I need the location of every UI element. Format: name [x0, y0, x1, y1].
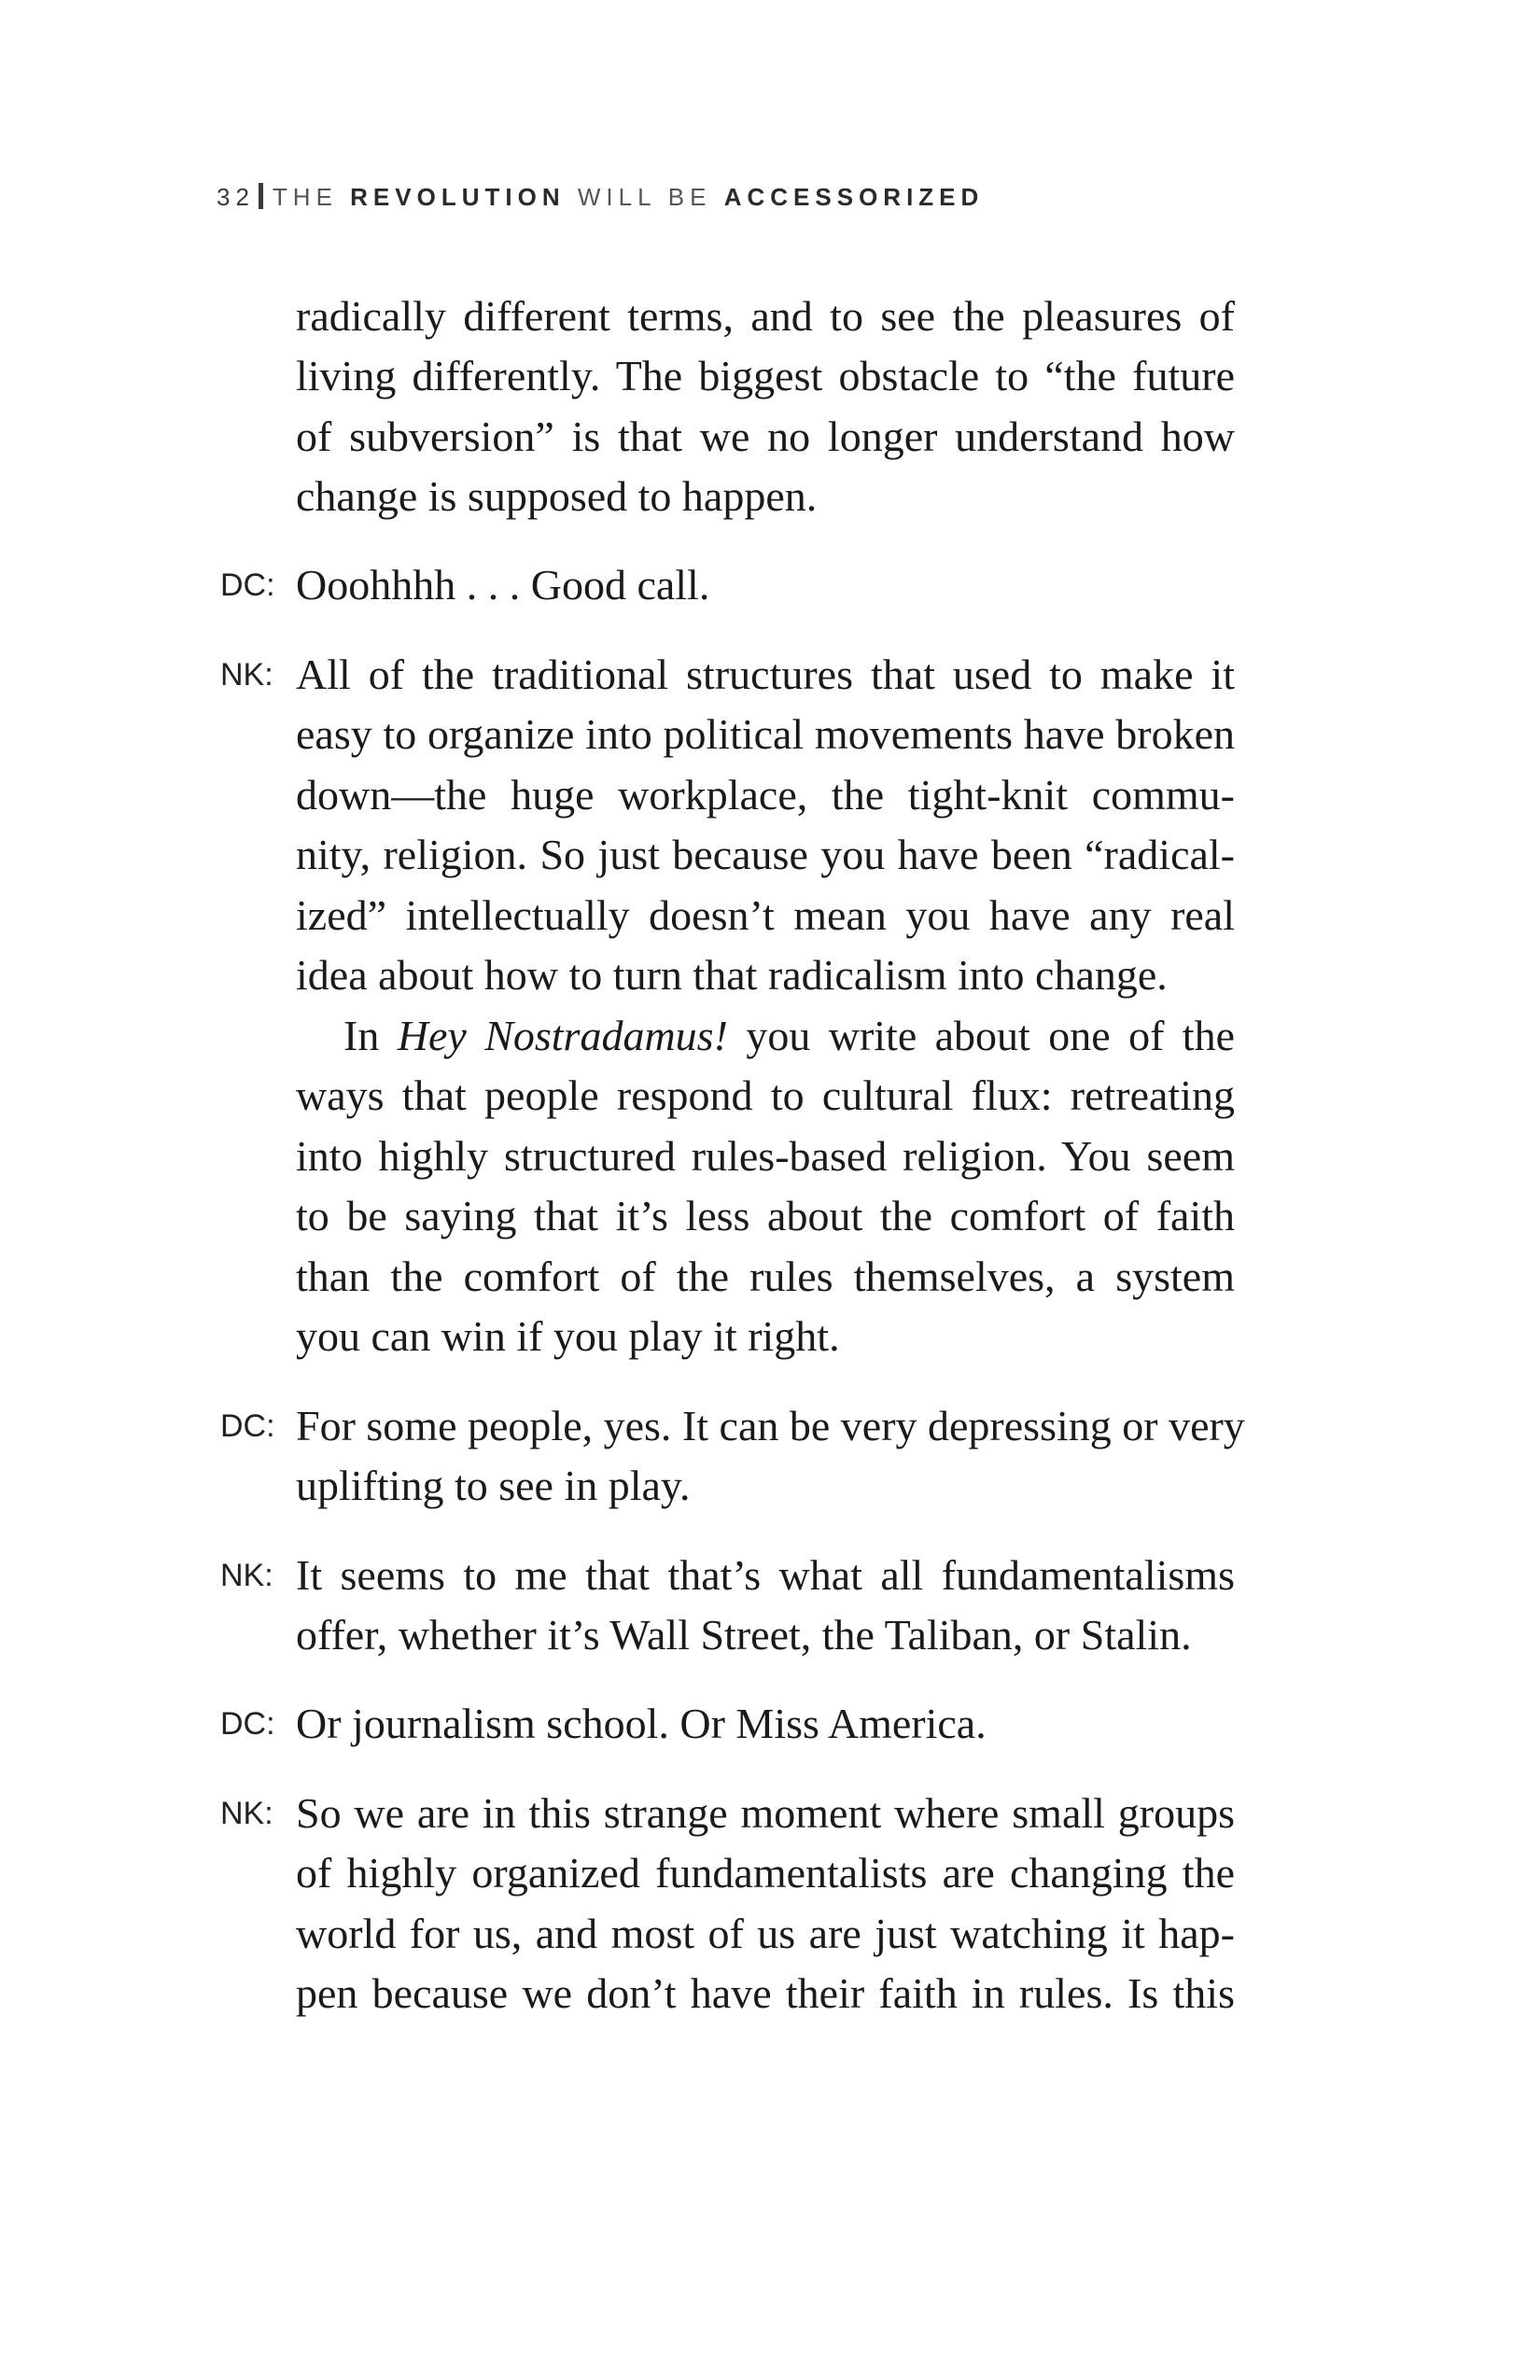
body-line: change is supposed to happen.	[296, 472, 818, 520]
body-line: of highly organized fundamentalists are changing the	[296, 1849, 1235, 1897]
header-title-accessorized: ACCESSORIZED	[723, 183, 985, 211]
text-run: In	[343, 1012, 398, 1059]
body-line: uplifting to see in play.	[296, 1462, 691, 1509]
body-line: Or journalism school. Or Miss America.	[296, 1700, 987, 1747]
speaker-label-nk: NK:	[220, 657, 273, 693]
body-line: ized” intellectually doesn’t mean you have any real	[296, 891, 1235, 939]
body-line: offer, whether it’s Wall Street, the Taliban, or Stalin.	[296, 1611, 1192, 1659]
body-line: ways that people respond to cultural flux: retreating	[296, 1071, 1235, 1119]
book-title-italic: Hey Nostradamus!	[397, 1012, 728, 1059]
header-title-the: THE	[272, 183, 338, 211]
body-line: pen because we don’t have their faith in rules. Is this	[296, 1969, 1235, 2017]
header-separator	[259, 183, 263, 209]
body-line: you can win if you play it right.	[296, 1312, 840, 1360]
body-line: into highly structured rules-based religion. You seem	[296, 1132, 1235, 1180]
body-line: of subversion” is that we no longer understand how	[296, 413, 1235, 460]
body-line: Ooohhhh . . . Good call.	[296, 561, 710, 609]
body-line: than the comfort of the rules themselves, a system	[296, 1253, 1235, 1300]
speaker-label-dc: DC:	[220, 567, 275, 603]
body-line: So we are in this strange moment where small groups	[296, 1789, 1235, 1837]
body-line: easy to organize into political movements have broken	[296, 710, 1235, 758]
body-line: to be saying that it’s less about the comfort of faith	[296, 1192, 1235, 1239]
page-number: 32	[217, 183, 255, 211]
text-run: you write about one of the	[727, 1012, 1235, 1059]
body-line: It seems to me that that’s what all fundamentalisms	[296, 1551, 1235, 1599]
body-line: All of the traditional structures that used to make it	[296, 651, 1235, 698]
header-title-revolution: REVOLUTION	[350, 183, 566, 211]
speaker-label-dc: DC:	[220, 1408, 275, 1444]
body-line: radically different terms, and to see the pleasures of	[296, 292, 1235, 340]
body-line: world for us, and most of us are just watching it hap-	[296, 1910, 1235, 1957]
speaker-label-nk: NK:	[220, 1558, 273, 1593]
speaker-label-dc: DC:	[220, 1706, 275, 1742]
body-line	[343, 1006, 1235, 1067]
body-line: nity, religion. So just because you have been “radical-	[296, 831, 1235, 878]
body-line: idea about how to turn that radicalism into change.	[296, 951, 1168, 999]
body-line: living differently. The biggest obstacle to “the future	[296, 352, 1235, 399]
body-line: For some people, yes. It can be very depressing or very	[296, 1402, 1245, 1449]
speaker-label-nk: NK:	[220, 1796, 273, 1831]
header-title-will-be: WILL BE	[577, 183, 712, 211]
running-head	[217, 183, 984, 212]
body-line: down—the huge workplace, the tight-knit commu-	[296, 771, 1235, 819]
